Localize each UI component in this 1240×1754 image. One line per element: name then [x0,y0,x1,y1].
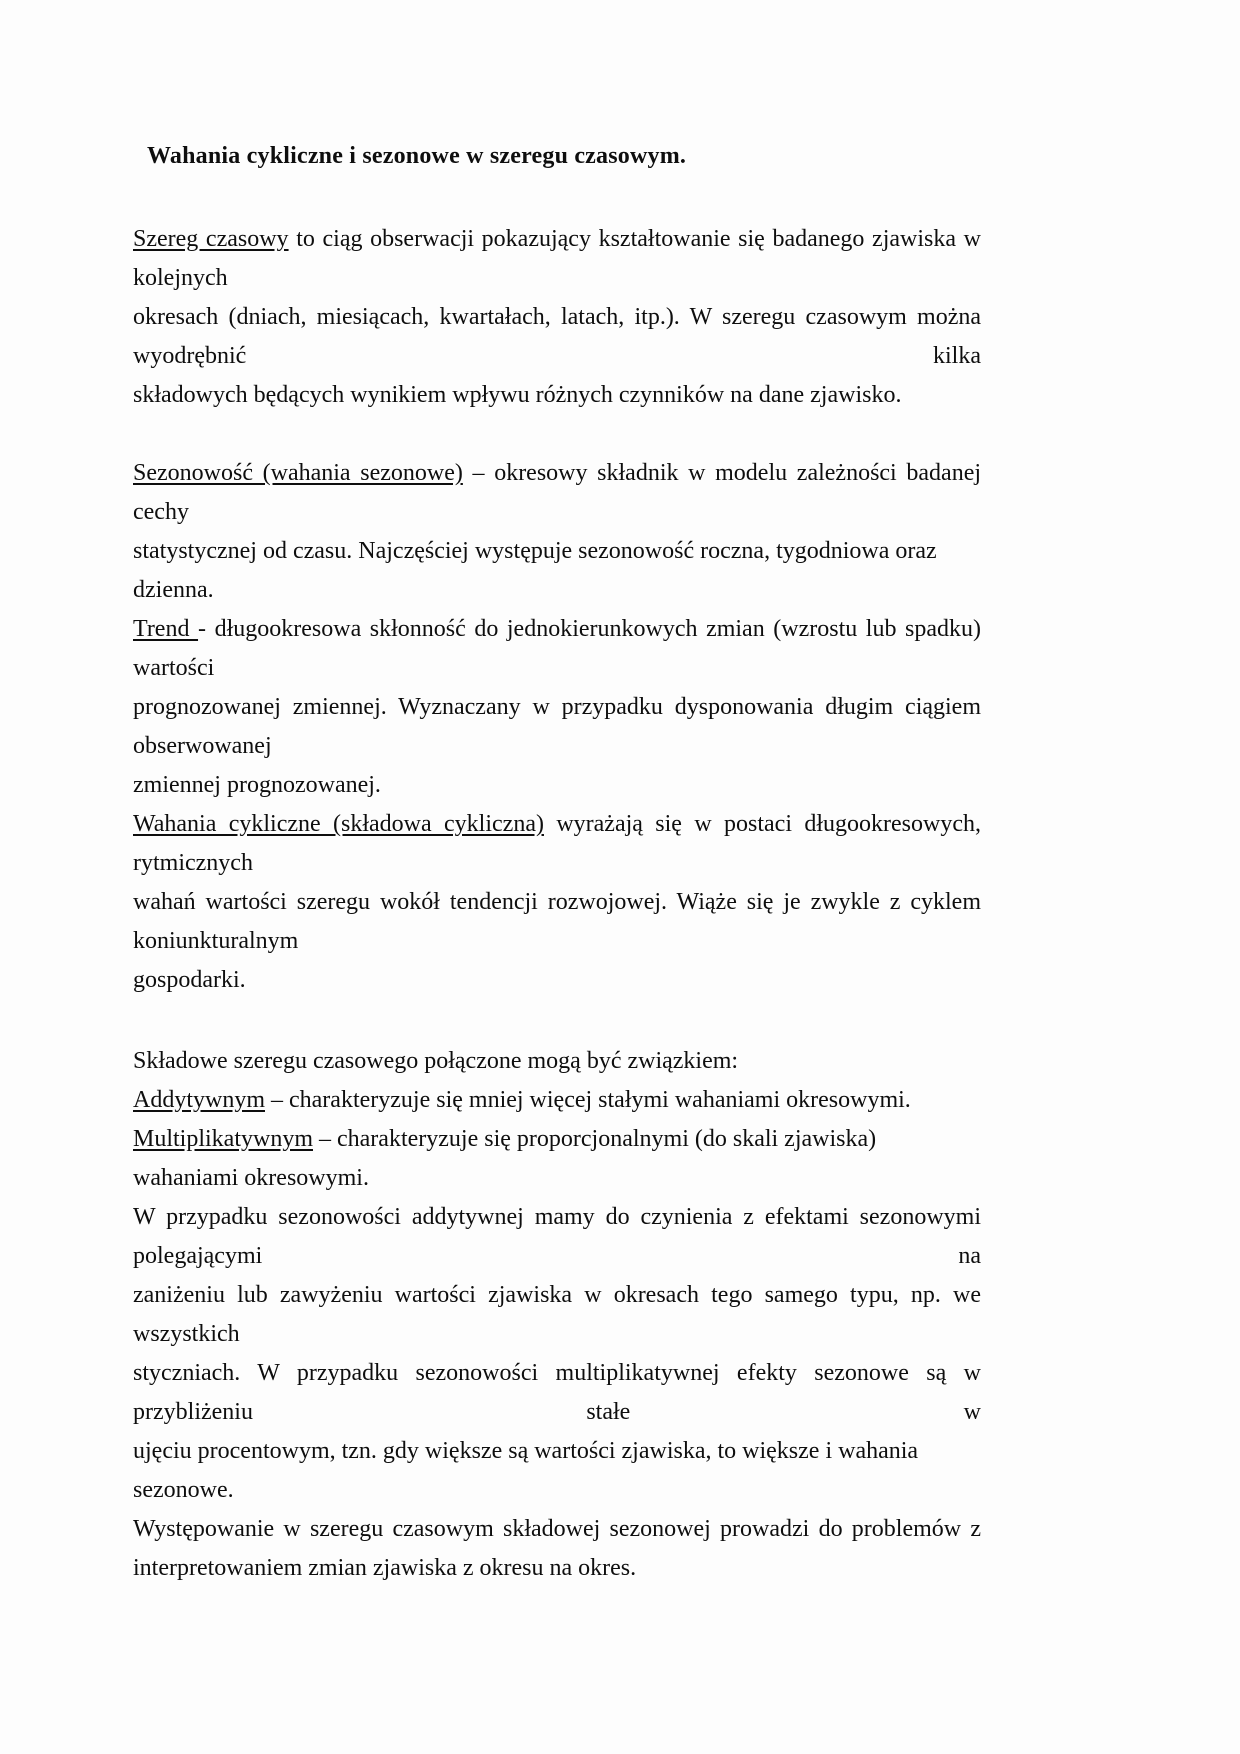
text-line [133,1198,981,1276]
text-line [133,610,981,688]
text-line [133,1432,981,1510]
text-segment: styczniach. W przypadku sezonowości multiplikatywnej efekty sezonowe są w przybliżeniu stałe w [133,1360,981,1425]
text-line [133,298,981,376]
text-segment: – charakteryzuje się mniej więcej stałymi wahaniami okresowymi. [265,1087,911,1113]
text-line [133,454,981,532]
text-segment: to ciąg obserwacji pokazujący kształtowanie się badanego zjawiska w kolejnych [133,226,981,291]
text-line [133,766,981,805]
text-line [133,883,981,961]
paragraph-szereg-czasowy [133,220,981,415]
text-line [133,1549,981,1588]
text-segment: Występowanie w szeregu czasowym składowej sezonowej prowadzi do problemów z [133,1516,981,1542]
document-body [133,220,981,1588]
underlined-term: Szereg czasowy [133,226,289,252]
text-segment: Składowe szeregu czasowego połączone mogą być związkiem: [133,1048,739,1074]
text-line [133,688,981,766]
text-line [133,1354,981,1432]
text-segment: zmiennej prognozowanej. [133,772,381,798]
underlined-term: Multiplikatywnym [133,1126,313,1152]
text-segment: ujęciu procentowym, tzn. gdy większe są wartości zjawiska, to większe i wahania sezonowe. [133,1438,919,1503]
text-segment: wahań wartości szeregu wokół tendencji rozwojowej. Wiąże się je zwykle z cyklem koniunkturalnym [133,889,981,954]
text-segment: - długookresowa skłonność do jednokierunkowych zmian (wzrostu lub spadku) wartości [133,616,982,681]
document-title: Wahania cykliczne i sezonowe w szeregu czasowym. [147,143,687,169]
text-segment: wyrażają się w postaci długookresowych, rytmicznych [133,811,981,876]
text-line [133,805,981,883]
paragraph-skladowe-zwiazki [133,1042,981,1588]
underlined-term: Addytywnym [133,1087,265,1113]
text-segment: prognozowanej zmiennej. Wyznaczany w przypadku dysponowania długim ciągiem obserwowanej [133,694,981,759]
text-line [133,961,981,1000]
text-segment: statystycznej od czasu. Najczęściej występuje sezonowość roczna, tygodniowa oraz dzienna. [133,538,937,603]
text-segment: interpretowaniem zmian zjawiska z okresu na okres. [133,1555,637,1581]
text-segment: składowych będących wynikiem wpływu różnych czynników na dane zjawisko. [133,382,902,408]
text-segment: – okresowy składnik w modelu zależności badanej cechy [133,460,982,525]
text-segment: W przypadku sezonowości addytywnej mamy do czynienia z efektami sezonowymi polegającymi na [133,1204,981,1269]
text-segment: gospodarki. [133,967,246,993]
text-line [133,376,981,415]
text-segment: zaniżeniu lub zawyżeniu wartości zjawiska w okresach tego samego typu, np. we wszystkich [133,1282,981,1347]
text-line [133,1120,981,1198]
text-line [133,220,981,298]
text-line [133,1042,981,1081]
text-line [133,1276,981,1354]
text-line [133,532,981,610]
underlined-term: Wahania cykliczne (składowa cykliczna) [133,811,544,837]
text-segment: okresach (dniach, miesiącach, kwartałach, latach, itp.). W szeregu czasowym można wyodrębnić kilka [133,304,981,369]
text-segment: – charakteryzuje się proporcjonalnymi (do skali zjawiska) wahaniami okresowymi. [133,1126,877,1191]
text-line [133,1081,981,1120]
underlined-term: Trend [133,616,199,642]
paragraph-definicje-skladowych [133,454,981,1000]
underlined-term: Sezonowość (wahania sezonowe) [133,460,463,486]
text-line [133,1510,981,1549]
